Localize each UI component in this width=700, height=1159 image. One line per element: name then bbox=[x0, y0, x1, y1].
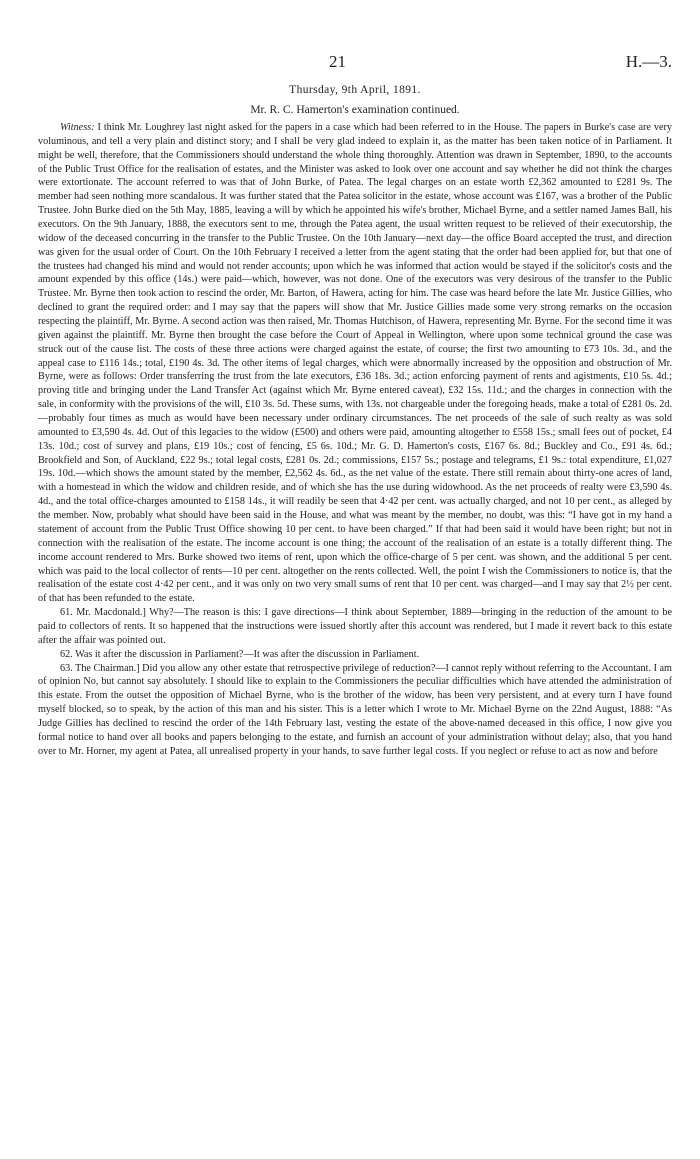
paragraph-text: Why?—The reason is this: I gave directions—I think about September, 1889—bringing in the reduction of the amount to be paid to collectors of rents. It so happened that the instructions were issued shortly after this account was rendered, but I made it revert back to this estate after the affair was pointed out. bbox=[38, 607, 672, 646]
speaker-label: 61. Mr. Macdonald.] bbox=[60, 607, 146, 619]
body-text bbox=[38, 121, 672, 759]
paragraph-text: I think Mr. Loughrey last night asked for the papers in a case which had been referred to in the House. The papers in Burke's case are very voluminous, and tell a very plain and distinct story; and I shall be very glad indeed to explain it, as the matter has been taken notice of in Parliament. It might be well, therefore, that the Commissioners should understand the whole thing thoroughly. Attention was drawn in September, 1890, to the accounts of the Public Trust Office for the realisation of estates, and the Minister was asked to look over one account and say whether he did not think the charges were extortionate. The account referred to was that of John Burke, of Patea. The legal charges on an estate worth £2,362 amounted to £281 9s. The member had seen nothing more scandalous. It was further stated that the Patea solicitor in the estate, whose account was £167, was a brother of the Public Trustee. John Burke died on the 5th May, 1885, leaving a will by which he appointed his wife's brother, Michael Byrne, and a settler named James Ball, his executors. On the 9th January, 1888, the executors sent to me, through the Patea agent, the usual written request to be relieved of their executorship, the widow of the deceased concurring in the transfer to the Public Trustee. On the 10th January—next day—the office Board accepted the trust, and direction was given for the usual order of Court. On the 10th February I received a letter from the agent stating that the order had been applied for, but that one of the trustees had changed his mind and would not render accounts; upon which he was informed that action would be stayed if the solicitor's costs and the amount expended by this office (14s.) were paid—which, however, was not done. One of the executors was very desirous of the transfer to the Public Trustee. Mr. Byrne then took action to rescind the order, Mr. Barton, of Hawera, acting for him. The case was heard before the late Mr. Justice Gillies, who declined to grant the required order: and I may say that the papers will show that Mr. Justice Gillies made some very strong remarks on the occasion respecting the plaintiff, Mr. Byrne. A second action was then raised, Mr. Thomas Hutchison, of Hawera, representing Mr. Byrne. For the second time it was given against the plaintiff. Mr. Byrne then brought the case before the Court of Appeal in Wellington, where upon some technical ground the case was struck out of the cause list. The costs of these three actions were charged against the estate, of course; the first two amounting to £73 10s. 3d., and the appeal case to £116 14s.; total, £190 4s. 3d. The other items of legal charges, which were abnormally increased by the opposition and obstruction of Mr. Byrne, were as follows: Order transferring the trust from the late executors, £36 18s. 3d.; action enforcing payment of rents and agistments, £10 5s. 4d.; proving title and bringing under the Land Transfer Act (against which Mr. Byrne entered caveat), £32 15s. 11d.; and the charges in connection with the sale, in conformity with the provisions of the will, £10 3s. 5d. These sums, with 13s. not chargeable under the foregoing heads, make a total of £281 0s. 2d.—probably four times as much as would have been necessary under ordinary circumstances. The net proceeds of the sale of such realty as was sold amounted to £3,590 4s. 4d. Out of this legacies to the widow (£500) and others were paid, amounting altogether to £558 15s.; small fees out of pocket, £4 13s. 10d.; cost of survey and plans, £19 10s.; cost of fencing, £5 6s. 10d.; Mr. G. D. Hamerton's costs, £167 6s. 8d.; Buckley and Co., £91 4s. 6d.; Brookfield and Son, of Auckland, £22 9s.; total legal costs, £281 0s. 2d.; commissions, £157 5s.; postage and telegrams, £1 9s.: total expenditure, £1,027 19s. 10d.—which shows the amount stated by the member, £2,562 4s. 6d., as the net value of the estate. There still remain about thirty-one acres of land, with a homestead in which the widow and children reside, and of which she has the use during widowhood. As the net proceeds of realty were £3,590 4s. 4d., and the total office-charges amounted to £158 14s., it will readily be seen that 4·42 per cent. was actually charged, and not 10 per cent., as alleged by the member. Now, probably what should have been said in the House, and what was meant by the member, no doubt, was this: “I have got in my hand a statement of account from the Public Trust Office showing 10 per cent. to have been charged.” If that had been said it would have been right; but not in connection with the realisation of the estate. The income account is one thing; the account of the realisation of an estate is a totally different thing. The income account rendered to Mrs. Burke showed two items of rent, upon which the office-charge of 5 per cent. was shown, and the additional 5 per cent. which was paid to the local collector of rents—10 per cent. altogether on the rents collected. Well, the point I wish the Commissioners to notice is, that the realisation of the estate cost 4·42 per cent., and it was only on two very small sums of rent that 10 per cent. was charged—and I may say that 2½ per cent. of that has been refunded to the estate. bbox=[38, 122, 672, 605]
page-header bbox=[38, 52, 672, 74]
paragraph-question-61 bbox=[38, 606, 672, 648]
paragraph-text: Did you allow any other estate that retrospective privilege of reduction?—I cannot reply without referring to the Accountant. I am of opinion No, but cannot say absolutely. I should like to explain to the Commissioners the peculiar difficulties which have attended the administration of this estate. From the outset the opposition of Michael Byrne, who is the brother of the widow, has been very persistent, and at every turn I have found myself blocked, so to speak, by the action of this man and his sister. This is a letter which I wrote to Mr. Michael Byrne on the 22nd August, 1888: “As Judge Gillies has declined to rescind the order of the 14th February last, vesting the estate of the above-named deceased in this office, I now give you formal notice to hand over all books and papers belonging to the estate, and furnish an account of your administration without delay; also, that you hand over to Mr. Horner, my agent at Patea, all unrealised property in your hands, to save further legal costs. If you neglect or refuse to act as now and before bbox=[38, 662, 672, 757]
paragraph-question-63 bbox=[38, 662, 672, 759]
paragraph-text: 62. Was it after the discussion in Parliament?—It was after the discussion in Parliament. bbox=[60, 648, 420, 660]
document-reference: H.—3. bbox=[625, 52, 672, 71]
page-number: 21 bbox=[329, 52, 346, 71]
paragraph-witness-statement bbox=[38, 121, 672, 606]
paragraph-question-62 bbox=[38, 648, 672, 662]
examination-subtitle: Mr. R. C. Hamerton's examination continued. bbox=[250, 104, 460, 116]
speaker-label: Witness: bbox=[60, 122, 95, 133]
date-heading: Thursday, 9th April, 1891. bbox=[289, 84, 421, 96]
speaker-label: 63. The Chairman.] bbox=[60, 662, 140, 674]
